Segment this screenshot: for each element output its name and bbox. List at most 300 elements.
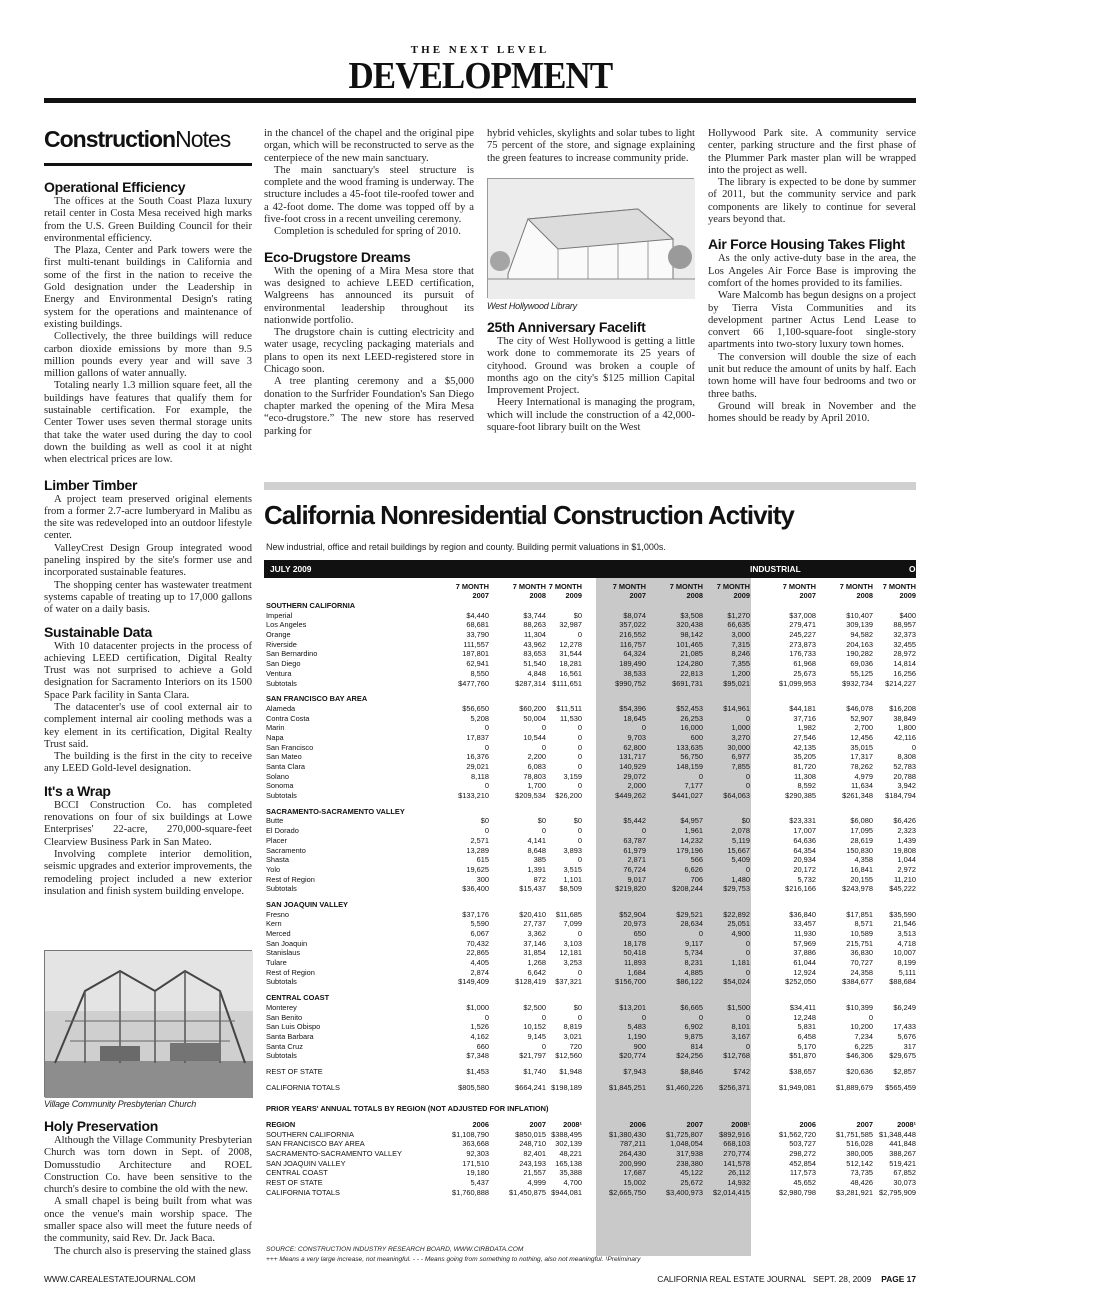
cell: $1,450,875 — [509, 1187, 546, 1197]
cell: $1,751,585 — [836, 1129, 873, 1139]
cell: 28,619 — [850, 835, 873, 845]
cell: 2,000 — [627, 781, 646, 791]
cell: $54,396 — [619, 703, 646, 713]
cell: $3,400,973 — [666, 1187, 703, 1197]
cell: 5,208 — [470, 713, 489, 723]
cell: 61,979 — [623, 845, 646, 855]
cell: 0 — [577, 630, 582, 640]
cell: 5,119 — [732, 835, 750, 845]
cell: 2006 — [472, 1120, 489, 1129]
row-label: Solano — [266, 771, 290, 781]
table-row — [264, 723, 916, 733]
cell: 2,571 — [470, 835, 489, 845]
cell: $1,948 — [559, 1066, 582, 1076]
row-label: SACRAMENTO-SACRAMENTO VALLEY — [266, 806, 405, 816]
library-rendering-image — [488, 179, 695, 299]
cell: 22,865 — [466, 948, 489, 958]
cell: 243,193 — [519, 1158, 546, 1168]
cell: 6,083 — [527, 762, 546, 771]
cell: 8,199 — [897, 958, 916, 968]
cell: 0 — [577, 967, 582, 977]
cell: $6,665 — [680, 1002, 703, 1012]
row-label: Orange — [266, 630, 291, 640]
column-header-cell — [694, 582, 750, 600]
footer-right — [657, 1274, 916, 1284]
cell: $2,665,750 — [609, 1187, 646, 1197]
cell: 273,873 — [789, 639, 816, 649]
cell: 8,308 — [897, 752, 916, 762]
cell: $3,744 — [523, 610, 546, 620]
cell: 64,354 — [793, 845, 816, 855]
cell: 31,544 — [559, 649, 582, 659]
row-label: SOUTHERN CALIFORNIA — [266, 601, 356, 610]
cell: 31,854 — [523, 948, 546, 958]
cell: 179,196 — [676, 845, 703, 855]
cell: 10,200 — [850, 1022, 873, 1032]
cell: 6,642 — [527, 967, 546, 977]
article-paragraph: The offices at the South Coast Plaza luxury retail center in Costa Mesa received high marks from the U.S. Green Building Council for their environmental efficiency. — [44, 196, 252, 244]
table-row — [264, 846, 916, 856]
cell: 11,634 — [850, 781, 873, 791]
cell: 12,456 — [850, 732, 873, 742]
cell: 18,281 — [559, 659, 582, 669]
library-photo-caption: West Hollywood Library — [487, 301, 577, 311]
article-paragraph: The conversion will double the size of each unit but reduce the amount of units by half. Each town home will have four bedrooms and two or three baths. — [708, 351, 916, 400]
cell: 0 — [577, 929, 582, 938]
cell: 1,048,054 — [670, 1139, 703, 1149]
cell: 9,703 — [627, 732, 646, 742]
table-row — [264, 855, 916, 865]
row-label: Riverside — [266, 639, 297, 649]
column-header-top: 7 MONTH — [839, 582, 873, 591]
column-4 — [708, 128, 916, 426]
column-header-year: 2009 — [733, 591, 750, 600]
column-header-cell — [433, 582, 489, 600]
cell: $45,222 — [889, 884, 916, 894]
cell: $1,099,953 — [779, 678, 816, 688]
cell: 6,067 — [470, 929, 489, 938]
cell: $17,851 — [846, 909, 873, 919]
cell: 19,180 — [466, 1168, 489, 1178]
cell: $20,774 — [619, 1051, 646, 1061]
cell: 248,710 — [519, 1139, 546, 1149]
cell: 26,253 — [680, 713, 703, 723]
cell: 2,700 — [854, 723, 873, 733]
cell: 16,561 — [559, 668, 582, 678]
row-label: Butte — [266, 816, 284, 826]
cell: 7,855 — [731, 762, 750, 771]
cell: 7,234 — [854, 1031, 873, 1041]
cell: 20,973 — [623, 919, 646, 929]
region-heading — [264, 993, 916, 1003]
table-row — [264, 630, 916, 640]
cell: 264,430 — [619, 1149, 646, 1159]
row-label: Ventura — [266, 668, 292, 678]
cell: 3,253 — [563, 958, 582, 968]
cell: 35,205 — [793, 752, 816, 762]
cell: 0 — [745, 967, 750, 977]
row-label: SACRAMENTO-SACRAMENTO VALLEY — [266, 1149, 402, 1159]
footer-page: PAGE 17 — [881, 1274, 916, 1284]
cell: 52,783 — [893, 762, 916, 771]
cell: $88,684 — [889, 977, 916, 987]
prior-years-header — [264, 1120, 916, 1130]
cell: 0 — [745, 864, 750, 874]
table-row — [264, 781, 916, 791]
row-label: Santa Cruz — [266, 1041, 303, 1051]
cell: $252,050 — [785, 977, 816, 987]
row-label: Imperial — [266, 610, 293, 620]
table-row — [264, 968, 916, 978]
cell: 668,103 — [723, 1139, 750, 1149]
cell: 3,103 — [563, 938, 582, 948]
cell: 5,409 — [731, 855, 750, 865]
subtotal-row — [264, 679, 916, 689]
cell: 317,938 — [676, 1149, 703, 1159]
cell: $1,740 — [523, 1066, 546, 1076]
article-paragraph: Totaling nearly 1.3 million square feet, all the buildings have features that qualify them for sustainable certification. For example, the Center Tower uses seven thermal storage units that take the water used during the day to cool down the building as well as cool it at night when electrical prices are low. — [44, 380, 252, 466]
cell: $13,201 — [619, 1002, 646, 1012]
row-label: Fresno — [266, 909, 290, 919]
cell: 28,972 — [893, 649, 916, 659]
cell: 5,590 — [470, 919, 489, 929]
cell: 7,315 — [731, 639, 750, 649]
cell: 124,280 — [676, 659, 703, 669]
cell: 7,355 — [731, 659, 750, 669]
cell: $219,820 — [615, 884, 646, 894]
cell: 0 — [577, 781, 582, 791]
table-group-office: OFFICE — [909, 564, 940, 574]
cell: $36,840 — [789, 909, 816, 919]
cell: $0 — [480, 816, 489, 826]
cell: 3,513 — [897, 929, 916, 938]
row-label: Stanislaus — [266, 948, 301, 958]
cell: $441,027 — [672, 791, 703, 801]
row-label: San Luis Obispo — [266, 1022, 321, 1032]
cell: $133,210 — [458, 791, 489, 801]
section-heading-bold: Construction — [44, 126, 176, 152]
cell: 4,162 — [470, 1031, 489, 1041]
cell: 441,848 — [889, 1139, 916, 1149]
cell: 21,557 — [523, 1168, 546, 1178]
table-section-rule — [264, 482, 916, 490]
cell: $52,453 — [676, 703, 703, 713]
cell: 4,358 — [854, 855, 873, 865]
prior-year-row — [264, 1159, 916, 1169]
cell: 18,645 — [623, 713, 646, 723]
cell: $850,015 — [515, 1129, 546, 1139]
cell: 512,142 — [846, 1158, 873, 1168]
cell: 6,977 — [731, 752, 750, 762]
article-paragraph: The shopping center has wastewater treatment systems capable of treating up to 17,000 gallons of water on a daily basis. — [44, 579, 252, 616]
cell: 0 — [745, 938, 750, 948]
table-source: SOURCE: CONSTRUCTION INDUSTRY RESEARCH BOARD, WWW.CIRBDATA.COM — [266, 1246, 524, 1253]
cell: 1,101 — [563, 874, 582, 884]
row-label: San Diego — [266, 659, 301, 669]
cell: 8,648 — [527, 845, 546, 855]
row-label: San Benito — [266, 1012, 303, 1022]
cell: 0 — [868, 1012, 873, 1022]
row-label: Alameda — [266, 703, 296, 713]
cell: 20,788 — [893, 771, 916, 781]
cell: $944,081 — [551, 1187, 582, 1197]
rest-of-state-row — [264, 1067, 916, 1077]
cell: 3,000 — [731, 630, 750, 640]
cell: $4,440 — [466, 610, 489, 620]
cell: 720 — [569, 1041, 582, 1051]
cell: 1,200 — [731, 668, 750, 678]
cell: 7,099 — [563, 919, 582, 929]
prior-year-row — [264, 1149, 916, 1159]
cell: 92,303 — [466, 1149, 489, 1159]
cell: 8,819 — [563, 1022, 582, 1032]
church-photo — [44, 950, 252, 1097]
cell: 309,139 — [846, 620, 873, 630]
cell: 0 — [541, 826, 546, 836]
cell: 1,961 — [684, 826, 703, 836]
row-label: SAN JOAQUIN VALLEY — [266, 1158, 346, 1168]
cell: 8,118 — [471, 771, 489, 781]
row-label: Merced — [266, 929, 291, 938]
cell: 0 — [911, 742, 916, 752]
california-totals-row — [264, 1083, 916, 1093]
cell: 25,672 — [680, 1178, 703, 1188]
cell: 0 — [577, 762, 582, 771]
cell: $20,636 — [846, 1066, 873, 1076]
row-label: Tulare — [266, 958, 287, 968]
cell: 0 — [541, 1041, 546, 1051]
cell: $51,870 — [789, 1051, 816, 1061]
article-paragraph: A tree planting ceremony and a $5,000 donation to the Surfrider Foundation's San Diego chapter marked the opening of the Mira Mesa “eco-drugstore.” The new store has reserved parking for — [264, 376, 474, 437]
cell: 2008¹ — [731, 1120, 750, 1129]
row-label: CENTRAL COAST — [266, 1168, 328, 1178]
cell: 8,101 — [731, 1022, 750, 1032]
table-row — [264, 669, 916, 679]
row-label: Contra Costa — [266, 713, 310, 723]
row-label: Sacramento — [266, 845, 306, 855]
row-label: Napa — [266, 732, 284, 742]
cell: 14,814 — [893, 659, 916, 669]
cell: 21,546 — [893, 919, 916, 929]
cell: 52,907 — [850, 713, 873, 723]
cell: 0 — [541, 742, 546, 752]
column-header-cell — [590, 582, 646, 600]
cell: $742 — [733, 1066, 750, 1076]
row-label: Monterey — [266, 1002, 297, 1012]
table-column-header — [264, 582, 916, 601]
cell: 4,405 — [470, 958, 489, 968]
cell: 94,582 — [850, 630, 873, 640]
row-label: Marin — [266, 723, 285, 733]
row-label: Santa Clara — [266, 762, 306, 771]
article-paragraph: The datacenter's use of cool external air to complement internal air cooling methods was a key element in its certification, Digital Realty Trust said. — [44, 701, 252, 750]
cell: 19,625 — [466, 864, 489, 874]
cell: 43,962 — [523, 639, 546, 649]
column-1-bottom — [44, 1114, 252, 1258]
row-label: Kern — [266, 919, 282, 929]
cell: $95,021 — [723, 678, 750, 688]
cell: 2008¹ — [563, 1120, 582, 1129]
cell: $209,534 — [515, 791, 546, 801]
cell: 5,676 — [897, 1031, 916, 1041]
row-label: CALIFORNIA TOTALS — [266, 1187, 340, 1197]
cell: 17,095 — [850, 826, 873, 836]
cell: 14,232 — [680, 835, 703, 845]
cell: 16,841 — [850, 864, 873, 874]
table-period: JULY 2009 — [270, 564, 312, 574]
cell: 0 — [698, 771, 703, 781]
table-group-industrial: INDUSTRIAL — [750, 564, 801, 574]
cell: 111,557 — [463, 639, 489, 649]
cell: $16,208 — [889, 703, 916, 713]
cell: $3,281,921 — [836, 1187, 873, 1197]
row-label: San Mateo — [266, 752, 302, 762]
cell: $6,426 — [893, 816, 916, 826]
column-3-bottom — [487, 315, 695, 434]
article-paragraph: Ground will break in November and the homes should be ready by April 2010. — [708, 400, 916, 425]
cell: 0 — [577, 723, 582, 733]
cell: 1,480 — [731, 874, 750, 884]
cell: $37,008 — [789, 610, 816, 620]
table-row — [264, 714, 916, 724]
cell: 6,626 — [684, 864, 703, 874]
cell: 245,227 — [789, 630, 816, 640]
cell: 0 — [641, 723, 646, 733]
cell: $384,677 — [842, 977, 873, 987]
cell: 3,167 — [731, 1031, 750, 1041]
cell: 101,465 — [676, 639, 703, 649]
table-row — [264, 649, 916, 659]
cell: 50,004 — [523, 713, 546, 723]
table-row — [264, 919, 916, 929]
church-construction-image — [45, 951, 253, 1098]
cell: $2,795,909 — [879, 1187, 916, 1197]
cell: $10,399 — [846, 1002, 873, 1012]
cell: 2,323 — [897, 826, 916, 836]
cell: 0 — [484, 826, 489, 836]
cell: 55,125 — [850, 668, 873, 678]
cell: 3,942 — [897, 781, 916, 791]
cell: 0 — [745, 771, 750, 781]
cell: $287,314 — [515, 678, 546, 688]
cell: $1,949,081 — [779, 1082, 816, 1092]
cell: $1,453 — [466, 1066, 489, 1076]
cell: 0 — [698, 929, 703, 938]
table-row — [264, 611, 916, 621]
column-1 — [44, 172, 252, 898]
article-paragraph: A small chapel is being built from what was once the venue's main worship space. The smaller space also will meet the future needs of the community, said Rev. Dr. Jack Baca. — [44, 1196, 252, 1245]
cell: 2,078 — [731, 826, 750, 836]
cell: $8,846 — [680, 1066, 703, 1076]
cell: 33,457 — [793, 919, 816, 929]
table-row — [264, 1003, 916, 1013]
cell: $3,508 — [680, 610, 703, 620]
table-row — [264, 762, 916, 772]
cell: 0 — [577, 835, 582, 845]
cell: 3,515 — [563, 864, 582, 874]
cell: $400 — [899, 610, 916, 620]
cell: 814 — [690, 1041, 703, 1051]
cell: 16,256 — [893, 668, 916, 678]
cell: 1,800 — [897, 723, 916, 733]
cell: 1,982 — [797, 723, 816, 733]
cell: $208,244 — [672, 884, 703, 894]
table-title: California Nonresidential Construction Activity — [264, 500, 794, 530]
cell: $1,460,226 — [666, 1082, 703, 1092]
cell: 4,141 — [527, 835, 546, 845]
cell: 13,289 — [466, 845, 489, 855]
cell: 279,471 — [789, 620, 816, 630]
footer-url: WWW.CAREALESTATEJOURNAL.COM — [44, 1274, 196, 1284]
prior-year-row — [264, 1168, 916, 1178]
cell: 11,930 — [793, 929, 816, 938]
masthead-rule — [44, 98, 916, 103]
cell: $0 — [573, 1002, 582, 1012]
cell: 10,544 — [523, 732, 546, 742]
cell: 9,017 — [627, 874, 646, 884]
cell: 70,432 — [466, 938, 489, 948]
row-label: SAN FRANCISCO BAY AREA — [266, 1139, 365, 1149]
cell: 81,720 — [793, 762, 816, 771]
cell: $60,200 — [519, 703, 546, 713]
cell: $156,700 — [615, 977, 646, 987]
cell: 4,718 — [897, 938, 916, 948]
cell: 7,177 — [684, 781, 703, 791]
cell: $0 — [573, 610, 582, 620]
cell: 116,757 — [619, 639, 646, 649]
headline-limber-timber: Limber Timber — [44, 476, 138, 493]
cell: 380,005 — [846, 1149, 873, 1159]
cell: 83,653 — [523, 649, 546, 659]
cell: $6,249 — [893, 1002, 916, 1012]
column-header-year: 2008 — [529, 591, 546, 600]
cell: $0 — [741, 816, 750, 826]
construction-table — [264, 582, 916, 1198]
cell: 140,929 — [619, 762, 646, 771]
table-row — [264, 733, 916, 743]
subtotal-row — [264, 884, 916, 894]
column-header-top: 7 MONTH — [716, 582, 750, 591]
cell: $44,181 — [789, 703, 816, 713]
cell: 37,716 — [793, 713, 816, 723]
article-paragraph: Although the Village Community Presbyterian Church was torn down in Sept. of 2008, Domusstudio Architecture and ROEL Construction Co. have been sensitive to the church's desire to combine the old with the new. — [44, 1135, 252, 1196]
cell: $1,889,679 — [836, 1082, 873, 1092]
section-heading-light: Notes — [175, 126, 231, 152]
cell: 88,263 — [523, 620, 546, 630]
cell: 2008¹ — [897, 1120, 916, 1129]
cell: 16,376 — [466, 752, 489, 762]
cell: 15,667 — [727, 845, 750, 855]
table-row — [264, 704, 916, 714]
column-header-year: 2008 — [856, 591, 873, 600]
article-paragraph: With 10 datacenter projects in the process of achieving LEED certification, Digital Realty Trust was not surprised to achieve a Gold designation for Sacramento Interiors on its 1500 Space Park facility in Santa Clara. — [44, 640, 252, 701]
cell: 20,934 — [793, 855, 816, 865]
cell: 20,172 — [793, 864, 816, 874]
cell: 48,221 — [559, 1149, 582, 1159]
cell: 0 — [641, 1012, 646, 1022]
cell: 56,750 — [680, 752, 703, 762]
library-photo — [487, 178, 694, 298]
cell: 1,000 — [731, 723, 750, 733]
cell: $23,331 — [789, 816, 816, 826]
headline-sustainable-data: Sustainable Data — [44, 623, 153, 640]
cell: 0 — [577, 742, 582, 752]
cell: 660 — [476, 1041, 489, 1051]
column-3 — [487, 128, 695, 165]
table-row — [264, 1032, 916, 1042]
cell: 5,483 — [627, 1022, 646, 1032]
cell: $290,385 — [785, 791, 816, 801]
